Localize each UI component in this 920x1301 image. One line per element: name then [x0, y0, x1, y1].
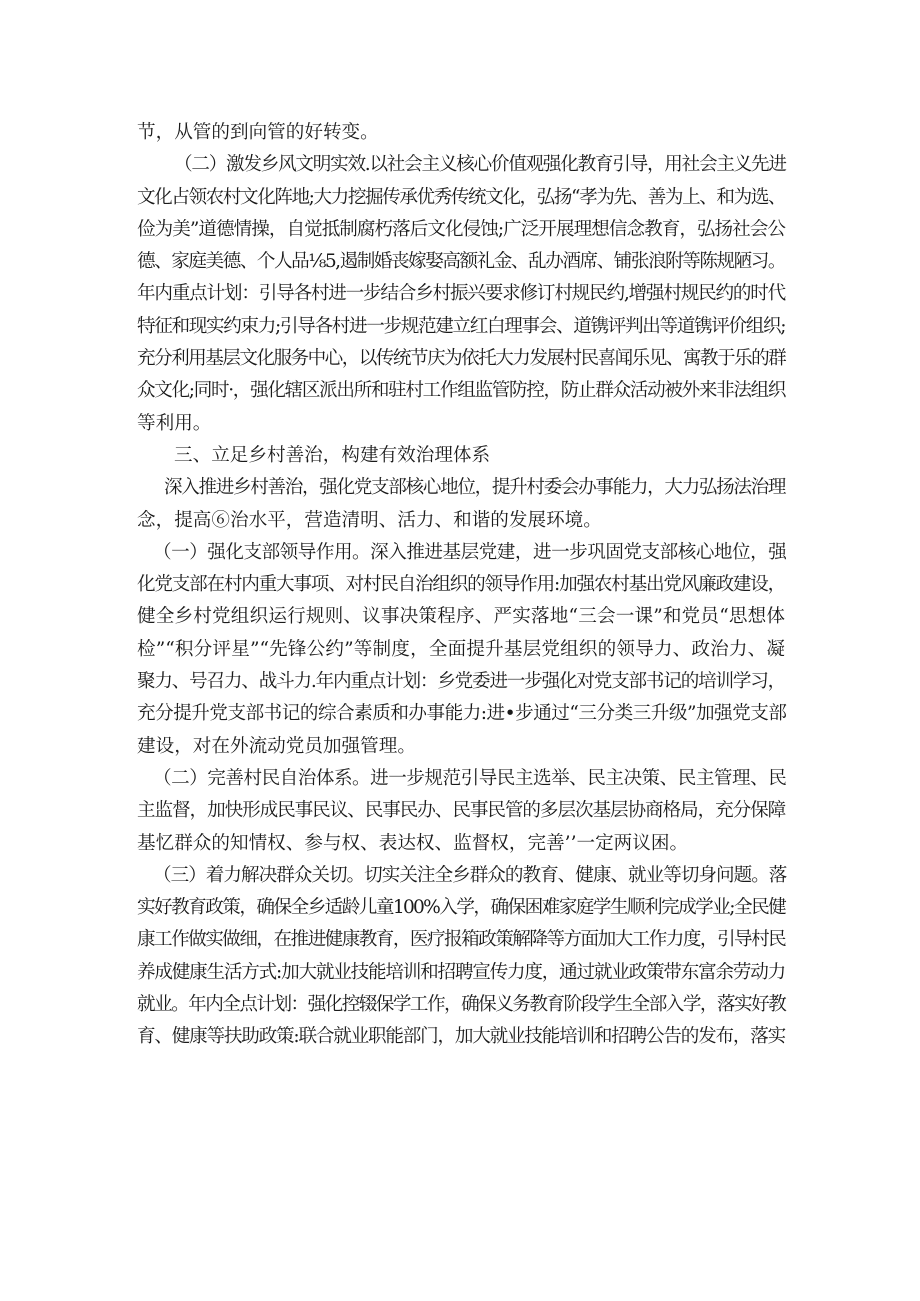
- text-line: 文化占领农村文化阵地;大力挖掘传承优秀传统文化，弘扬“孝为先、善为上、和为选、: [137, 186, 785, 208]
- text-line: 养成健康生活方式:加大就业技能培训和招聘宣传力度，通过就业政策带东富余劳动力: [137, 961, 785, 983]
- text-line: 主监督，加快形成民事民议、民事民办、民事民管的多层次基层协商格局，充分保障: [137, 800, 785, 822]
- text-line: （二）激发乡风文明实效.以社会主义核心价值观强化教育引导，用社会主义先进: [174, 154, 786, 176]
- text-line: 节，从管的到向管的好转变。: [137, 122, 379, 143]
- text-line: 德、家庭美德、个人品⅛5,遏制婚丧嫁娶高额礼金、乱办酒席、铺张浪附等陈规陋习。: [137, 251, 785, 273]
- text-line: （三）着力解决群众关切。切实关注全乡群众的教育、健康、就业等切身问题。落: [153, 864, 787, 886]
- text-line: 充分提升党支部书记的综合素质和办事能力:进•步通过“三分类三升级”加强党支部: [137, 703, 787, 725]
- text-line: 深入推进乡村善治，强化党支部核心地位，提升村委会办事能力，大力弘扬法治理: [164, 477, 785, 499]
- text-line: 检”“积分评星”“先锋公约”等制度，全面提升基层党组织的领导力、政治力、凝: [137, 638, 785, 660]
- text-line: 年内重点计划：引导各村进一步结合乡村振兴要求修订村规民约,增强村规民约的时代: [137, 283, 785, 305]
- text-line: 聚力、号召力、战斗力.年内重点计划：乡党委进一步强化对党支部书记的培训学习，: [137, 671, 785, 693]
- text-line: 康工作做实做细，在推进健康教育，医疗报箱政策解降等方面加大工作力度，引导村民: [137, 929, 785, 951]
- section-heading: 三、立足乡村善治，构建有效治理体系: [174, 444, 491, 466]
- text-line: 就业。年内全点计划：强化控辍保学工作，确保义务教育阶段学生全部入学，落实好教: [137, 994, 785, 1016]
- text-line: 育、健康等扶助政策:联合就业职能部门，加大就业技能培训和招聘公告的发布，落实: [137, 1026, 785, 1048]
- text-line: 化党支部在村内重大事项、对村民自治组织的领导作用:加强农村基出党风廉政建设，: [137, 574, 785, 596]
- text-line: 建设，对在外流动党员加强管理。: [137, 735, 416, 757]
- text-line: 念，提高⑥治水平，营造清明、活力、和谐的发展环境。: [137, 509, 602, 531]
- text-line: 众文化;同时·，强化辖区派出所和驻村工作组监管防控，防止群众活动被外来非法组织: [137, 380, 785, 402]
- text-line: 健全乡村党组织运行规则、议事决策程序、严实落地“三会一课”和党员“思想体: [137, 606, 785, 628]
- text-line: 特征和现实约束力;引导各村进一步规范建立红白理事会、道镌评判出等道镌评价组织;: [137, 315, 785, 337]
- text-line: 充分利用基层文化服务中心，以传统节庆为依托大力发展村民喜闻乐见、寓教于乐的群: [137, 348, 785, 370]
- text-line: 基忆群众的知情权、参与权、表达权、监督权，完善’’一定两议困。: [137, 832, 689, 854]
- text-line: 实好教育政策，确保全乡适龄儿童100%入学，确保困难家庭学生顺利完成学业;全民健: [137, 897, 785, 919]
- text-line: 俭为美”道德情操，自觉抵制腐朽落后文化侵蚀;广泛开展理想信念教育，弘扬社会公: [137, 218, 785, 240]
- text-line: 等利用。: [137, 412, 212, 434]
- text-line: （一）强化支部领导作用。深入推进基层党建，进一步巩固党支部核心地位，强: [153, 541, 787, 563]
- text-line: （二）完善村民自治体系。进一步规范引导民主选举、民主决策、民主管理、民: [153, 767, 787, 789]
